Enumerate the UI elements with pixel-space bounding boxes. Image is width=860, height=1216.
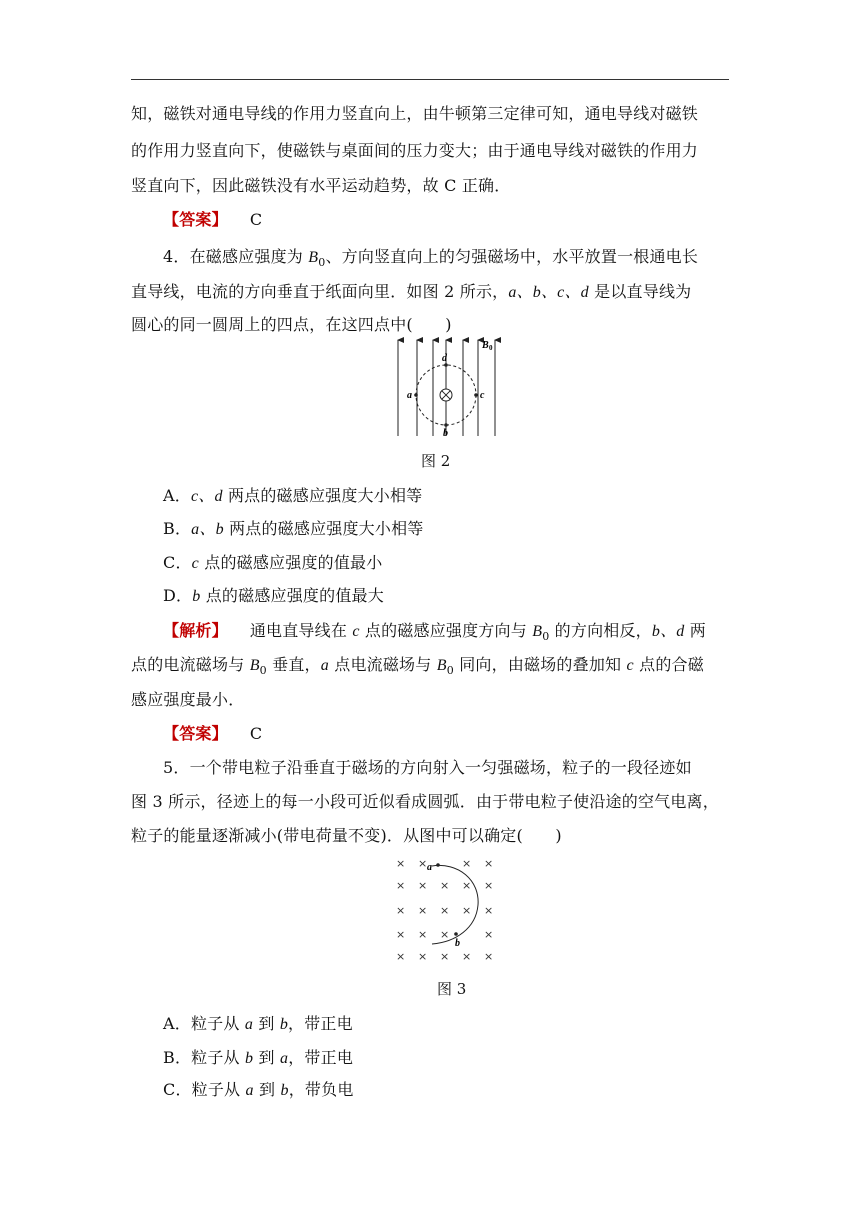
field-cross-icon: × — [462, 879, 472, 892]
header-rule — [131, 79, 729, 80]
q3-text-line-1: 知，磁铁对通电导线的作用力竖直向上，由牛顿第三定律可知，通电导线对磁铁 — [131, 104, 699, 123]
answer-tag: 【答案】 — [163, 724, 228, 743]
q4-option-a: A．c、d 两点的磁感应强度大小相等 — [163, 486, 423, 505]
q4-answer — [163, 724, 262, 744]
q4-option-d: D．b 点的磁感应强度的值最大 — [163, 586, 384, 605]
q4-text-line-1: 4．在磁感应强度为 $B_0$、方向竖直向上的匀强磁场中，水平放置一根通电长 — [163, 247, 699, 270]
q4-option-c: C．c 点的磁感应强度的值最小 — [163, 553, 383, 572]
figure-3-caption: 图 3 — [437, 980, 467, 998]
field-cross-icon: × — [396, 857, 406, 870]
point-b-label: b — [443, 428, 448, 439]
b0-subscript: 0 — [489, 344, 493, 352]
field-cross-icon: × — [484, 904, 494, 917]
q5-text-line-3: 粒子的能量逐渐减小(带电荷量不变)．从图中可以确定( ) — [131, 826, 562, 845]
q3-text-line-2: 的作用力竖直向下，使磁铁与桌面间的压力变大；由于通电导线对磁铁的作用力 — [131, 141, 699, 160]
q3-answer — [163, 210, 262, 230]
field-cross-icon: × — [418, 928, 428, 941]
figure-2-caption: 图 2 — [421, 452, 451, 470]
field-cross-icon: × — [484, 928, 494, 941]
field-cross-icon: × — [462, 857, 472, 870]
q4-analysis-line-1: 【解析】 通电直导线在 c 点的磁感应强度方向与 $B_0$ 的方向相反，b、d 两 — [163, 621, 706, 644]
field-cross-icon: × — [396, 904, 406, 917]
field-cross-icon: × — [462, 904, 472, 917]
field-cross-icon: × — [440, 950, 450, 963]
point-a-dot — [436, 863, 440, 867]
q4-analysis-line-3: 感应强度最小． — [131, 690, 245, 709]
figure-3-diagram — [388, 850, 504, 964]
answer-value: C — [249, 210, 263, 229]
q4-option-b: B．a、b 两点的磁感应强度大小相等 — [163, 519, 424, 538]
point-b-dot — [454, 932, 458, 936]
q4-text-line-2: 直导线，电流的方向垂直于纸面向里．如图 2 所示，a、b、c、d 是以直导线为 — [131, 282, 692, 301]
point-d-label: d — [442, 353, 447, 364]
field-cross-icon: × — [484, 879, 494, 892]
field-cross-icon: × — [418, 879, 428, 892]
field-cross-icon: × — [484, 950, 494, 963]
figure-2-diagram — [386, 336, 510, 440]
q5-text-line-2: 图 3 所示，径迹上的每一小段可近似看成圆弧．由于带电粒子使沿途的空气电离， — [131, 792, 719, 811]
field-cross-icon: × — [462, 950, 472, 963]
q5-option-b: B．粒子从 b 到 a，带正电 — [163, 1048, 354, 1067]
field-cross-icon: × — [418, 904, 428, 917]
q5-option-c: C．粒子从 a 到 b，带负电 — [163, 1080, 354, 1099]
field-cross-icon: × — [396, 950, 406, 963]
field-cross-icon: × — [440, 879, 450, 892]
answer-tag: 【答案】 — [163, 210, 228, 229]
field-cross-icon: × — [396, 879, 406, 892]
field-cross-icon: × — [418, 950, 428, 963]
field-cross-icon: × — [484, 857, 494, 870]
q5-text-line-1: 5．一个带电粒子沿垂直于磁场的方向射入一匀强磁场，粒子的一段径迹如 — [163, 758, 692, 777]
field-cross-icon: × — [440, 928, 450, 941]
q4-analysis-line-2: 点的电流磁场与 $B_0$ 垂直，a 点电流磁场与 $B_0$ 同向，由磁场的叠加知 c 点的合磁 — [131, 655, 704, 678]
b0-label: B — [482, 340, 489, 351]
point-a-label: a — [427, 862, 432, 873]
answer-value: C — [249, 724, 263, 743]
point-c-label: c — [480, 390, 485, 401]
point-b-label: b — [455, 938, 460, 949]
q4-text-line-3: 圆心的同一圆周上的四点，在这四点中( ) — [131, 315, 452, 334]
field-cross-icon: × — [396, 928, 406, 941]
point-a-label: a — [407, 390, 412, 401]
q3-text-line-3: 竖直向下，因此磁铁没有水平运动趋势，故 C 正确． — [131, 176, 511, 195]
field-cross-icon: × — [440, 904, 450, 917]
field-cross-icon: × — [418, 857, 428, 870]
analysis-tag: 【解析】 — [163, 621, 228, 640]
q5-option-a: A．粒子从 a 到 b，带正电 — [163, 1014, 353, 1033]
